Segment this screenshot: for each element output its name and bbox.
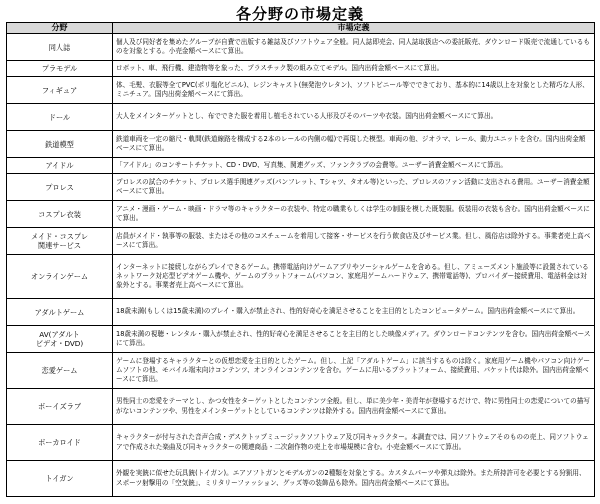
table-row <box>7 77 595 104</box>
definition-cell: ロボット、車、飛行機、建造物等を象った、プラスチック製の組み立てモデル。国内出荷金額ベースにて算出。 <box>113 61 595 77</box>
category-cell: アイドル <box>7 158 113 174</box>
category-cell: コスプレ衣装 <box>7 201 113 228</box>
definition-cell: アニメ・漫画・ゲーム・映画・ドラマ等のキャラクターの衣装や、特定の職業もしくは学生の制服を模した既製服。仮装用の衣装も含む。国内出荷金額ベースにて算出。 <box>113 201 595 228</box>
category-cell: ドール <box>7 104 113 131</box>
page-title: 各分野の市場定義 <box>235 5 364 23</box>
table-row <box>7 353 595 389</box>
definition-cell: キャラクターが付与された音声合成・デスクトップミュージックソフトウェア及び同キャラクター。本調査では、同ソフトウェアそのものの売上、同ソフトウェアで作成された楽曲及び同キャラクターの関連商品・二次創作物の売上を市場規模に含む。小売金額ベースにて算出。 <box>113 425 595 461</box>
definition-cell: 「アイドル」のコンサートチケット、CD・DVD、写真集、関連グッズ、ファンクラブの会費等。ユーザー消費金額ベースにて算出。 <box>113 158 595 174</box>
definition-cell: 鉄道車両を一定の縮尺・軌間(鉄道線路を構成する2本のレールの内側の幅)で再現した模型。車両の他、ジオラマ、レール、動力ユニットを含む。国内出荷金額ベースにて算出。 <box>113 131 595 158</box>
table-row <box>7 255 595 299</box>
table-row <box>7 425 595 461</box>
table-row <box>7 389 595 425</box>
category-cell: 恋愛ゲーム <box>7 353 113 389</box>
table-row <box>7 61 595 77</box>
table-row <box>7 201 595 228</box>
category-cell: 鉄道模型 <box>7 131 113 158</box>
category-cell: フィギュア <box>7 77 113 104</box>
definition-cell: インターネットに接続しながらプレイできるゲーム。携帯電話向けゲームアプリやソーシャルゲームを含める。但し、アミューズメント施設等に設置されているネットワーク対応型ビデオゲーム機や、ゲームのプラットフォーム(パソコン、家庭用ゲームハードウェア、携帯電話等)、プロバイダー接続費用、電話料金は対象外とする。事業者売上高ベースにて算出。 <box>113 255 595 299</box>
definition-cell: 18歳未満(もしくは15歳未満)のプレイ・購入が禁止され、性的好奇心を満足させることを主目的としたコンピュータゲーム。国内出荷金額ベースにて算出。 <box>113 299 595 326</box>
category-cell: トイガン <box>7 461 113 497</box>
table-row <box>7 34 595 61</box>
table-row <box>7 174 595 201</box>
category-cell: アダルトゲーム <box>7 299 113 326</box>
category-cell: 同人誌 <box>7 34 113 61</box>
table-row <box>7 228 595 255</box>
table-row <box>7 158 595 174</box>
definition-cell: 外観を実銃に似せた玩具銃(トイガン)。エアソフトガンとモデルガンの2種類を対象とする。カスタムパーツや弾丸は除外。また所持許可を必要とする狩猟用、スポーツ射撃用の「空気銃」、ミリタリーファッション、グッズ等の装飾品も除外。国内出荷金額ベースにて算出。 <box>113 461 595 497</box>
definition-cell: 男性同士の恋愛をテーマとし、かつ女性をターゲットとしたコンテンツ全般。但し、単に美少年・美青年が登場するだけで、特に男性同士の恋愛についての描写がないコンテンツや、男性をメインターゲットとしているコンテンツは除外する。国内出荷金額ベースにて算出。 <box>113 389 595 425</box>
table-row <box>7 131 595 158</box>
category-cell: メイド・コスプレ 関連サービス <box>7 228 113 255</box>
header-category: 分野 <box>7 23 113 34</box>
definition-cell: プロレスの試合のチケット、プロレス選手関連グッズ(パンフレット、Tシャツ、タオル等)といった、プロレスのファン活動に支出される費用。ユーザー消費金額ベースにて算出。 <box>113 174 595 201</box>
category-cell: ボーイズラブ <box>7 389 113 425</box>
table-row <box>7 326 595 353</box>
category-cell: プロレス <box>7 174 113 201</box>
market-definition-table <box>6 22 595 497</box>
table-row <box>7 104 595 131</box>
definition-cell: 個人及び同好者を集めたグループが自費で出版する雑誌及びソフトウェア全般。同人誌即売会、同人誌取扱店への委託販売、ダウンロード販売で流通しているものを対象とする。小売金額ベースにて算出。 <box>113 34 595 61</box>
table-header-row <box>7 23 595 34</box>
definition-cell: 店員がメイド・執事等の服装、またはその他のコスチュームを着用して接客・サービスを行う飲食店及びサービス業。但し、風俗店は除外する。事業者売上高ベースにて算出。 <box>113 228 595 255</box>
table-row <box>7 461 595 497</box>
definition-cell: 体、毛髪、衣服等全てPVC(ポリ塩化ビニル)、レジンキャスト(無発泡ウレタン)、ソフトビニール等でできており、基本的に14歳以上を対象とした精巧な人形、ミニチュア。国内出荷金額ベースにて算出。 <box>113 77 595 104</box>
category-cell: ボーカロイド <box>7 425 113 461</box>
definition-cell: 大人をメインターゲットとし、布でできた服を着用し植毛されている人形及びそのパーツや衣装。国内出荷金額ベースにて算出。 <box>113 104 595 131</box>
category-cell: AV(アダルト ビデオ・DVD) <box>7 326 113 353</box>
category-cell: オンラインゲーム <box>7 255 113 299</box>
definition-cell: 18歳未満の視聴・レンタル・購入が禁止され、性的好奇心を満足させることを主目的とした映像メディア。ダウンロードコンテンツを含む。国内出荷金額ベースにて算出。 <box>113 326 595 353</box>
table-row <box>7 299 595 326</box>
header-definition: 市場定義 <box>113 23 595 34</box>
definition-cell: ゲームに登場するキャラクターとの仮想恋愛を主目的としたゲーム。但し、上記「アダルトゲーム」に該当するものは除く。家庭用ゲーム機やパソコン向けゲームソフトの他、モバイル端末向けコンテンツ、オンラインコンテンツを含む。ゲームに用いるプラットフォーム、接続費用、パケット代は除外。国内出荷金額ベースにて算出。 <box>113 353 595 389</box>
category-cell: プラモデル <box>7 61 113 77</box>
